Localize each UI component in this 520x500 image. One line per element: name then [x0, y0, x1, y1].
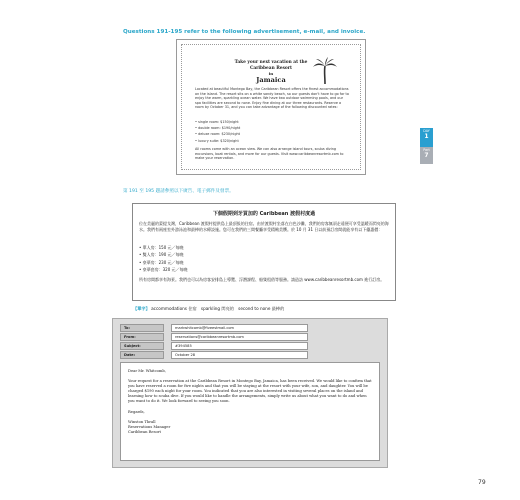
- email-from-label: From:: [120, 333, 164, 341]
- price-item: • deluxe room: $230/night: [195, 132, 240, 137]
- translation-box: [132, 203, 396, 301]
- ad-headline-location: Jamaica: [256, 76, 286, 84]
- side-tab-day: DAY 1: [420, 128, 433, 147]
- vocabulary-text: accommodations 住宿 sparkling 閃亮的 second to none 最棒的: [151, 306, 285, 311]
- email-date-label: Date:: [120, 351, 164, 359]
- vocabulary-line: [133, 306, 284, 312]
- ad-headline-3: in: [268, 71, 274, 76]
- translation-price-item: • 豪華套房：320 元／每晚: [139, 266, 188, 272]
- page-number: 79: [478, 479, 486, 486]
- email-window: [112, 318, 388, 468]
- price-item: • double room: $190/night: [195, 126, 241, 131]
- ad-headline-1: Take your next vacation at the: [234, 60, 308, 65]
- email-signer-title: Reservations Manager: [128, 424, 171, 429]
- price-item: • luxury suite: $320/night: [195, 138, 239, 143]
- email-date-field: October 28: [171, 351, 308, 359]
- advertisement-inner-border: [181, 44, 361, 170]
- palm-tree-icon: [312, 57, 338, 85]
- ad-headline-2: Caribbean Resort: [249, 66, 293, 71]
- translation-price-list: [139, 244, 188, 273]
- email-body: [120, 362, 380, 461]
- email-to-field: markwhitcomb@fiveestmail.com: [171, 324, 308, 332]
- ad-footer-text: All rooms come with an ocean view. We can also arrange island tours, scuba diving excursions, boat rentals, and more for our guests. Visit www.caribbeanresortmb.com to make your reservation.: [195, 147, 344, 160]
- question-header: Questions 191-195 refer to the following advertisement, e-mail, and invoice.: [123, 29, 366, 35]
- translation-paragraph-2: 所有房間都享有海景。我們也可以為房客安排島上導覽、浮潛課程、船隻租借等服務。請造訪 www.caribbeanresortmb.com 進行訂房。: [139, 277, 385, 282]
- email-subject-field: #394585: [171, 342, 308, 350]
- email-subject-label: Subject:: [120, 342, 164, 350]
- email-message: Your request for a reservation at the Caribbean Resort in Montego Bay, Jamaica, has been received. We would like to confirm that you have reserved a room for five nights and that you will be staying at the resort with your wife, son, and daughter. You will be charged $190 each night for your room. You indicated that you are also interested in visiting several places on the island and learning how to scuba dive. If you would like to handle the arrangements, simply write us about what you want to do and when you want to do it. We look forward to seeing you soon.: [128, 379, 372, 404]
- ad-price-list: [195, 119, 240, 144]
- translation-price-item: • 豪華房：230 元／每晚: [139, 259, 184, 265]
- translation-header: 第 191 至 195 題請參照以下廣告、電子郵件及發票。: [123, 189, 234, 194]
- email-signer-name: Winston Thrall: [128, 419, 156, 424]
- email-greeting: Dear Mr. Whitcomb,: [128, 369, 166, 373]
- vocabulary-tag: 【單字】: [133, 306, 150, 311]
- translation-title: 下個假期到牙買加的 Caribbean 渡假村度過: [212, 211, 316, 217]
- email-to-label: To:: [120, 324, 164, 332]
- translation-price-item: • 雙人房：190 元／每晚: [139, 252, 184, 258]
- price-item: • single room: $150/night: [195, 120, 239, 124]
- advertisement: [176, 39, 366, 175]
- email-closing: Regards,: [128, 409, 145, 414]
- ad-body-text: Located at beautiful Montego Bay, the Caribbean Resort offers the finest accommodations on the island. The resort sits on a white sandy beach, so our guests don't have to go far to enjoy the warm, sparkling ocean water. We have two outdoor swimming pools, and our spa facilities are second to none. Enjoy fine dining at our three restaurants. Reserve a room by October 31, and you can take advantage of the following discounted rates:: [195, 87, 349, 109]
- side-tab-part: Part 7: [420, 147, 433, 164]
- translation-paragraph-1: 位在美麗的蒙提戈灣，Caribbean 渡假村提供島上最頂級的住宿。由於渡假村坐落在白色沙灘，我們的房客無須走遠便可享受溫暖而閃亮的海水。我們有兩座室外游泳池和最棒的水療設施。您可在我們的三間餐廳享受精緻美饌。於 10 月 31 日以前預訂房間就能享有以下優惠價：: [139, 221, 389, 233]
- side-tab: [420, 128, 433, 164]
- email-signer-org: Caribbean Resort: [128, 429, 161, 434]
- email-from-field: reservations@caribbeanresortmb.com: [171, 333, 308, 341]
- translation-price-item: • 單人房：150 元／每晚: [139, 245, 184, 250]
